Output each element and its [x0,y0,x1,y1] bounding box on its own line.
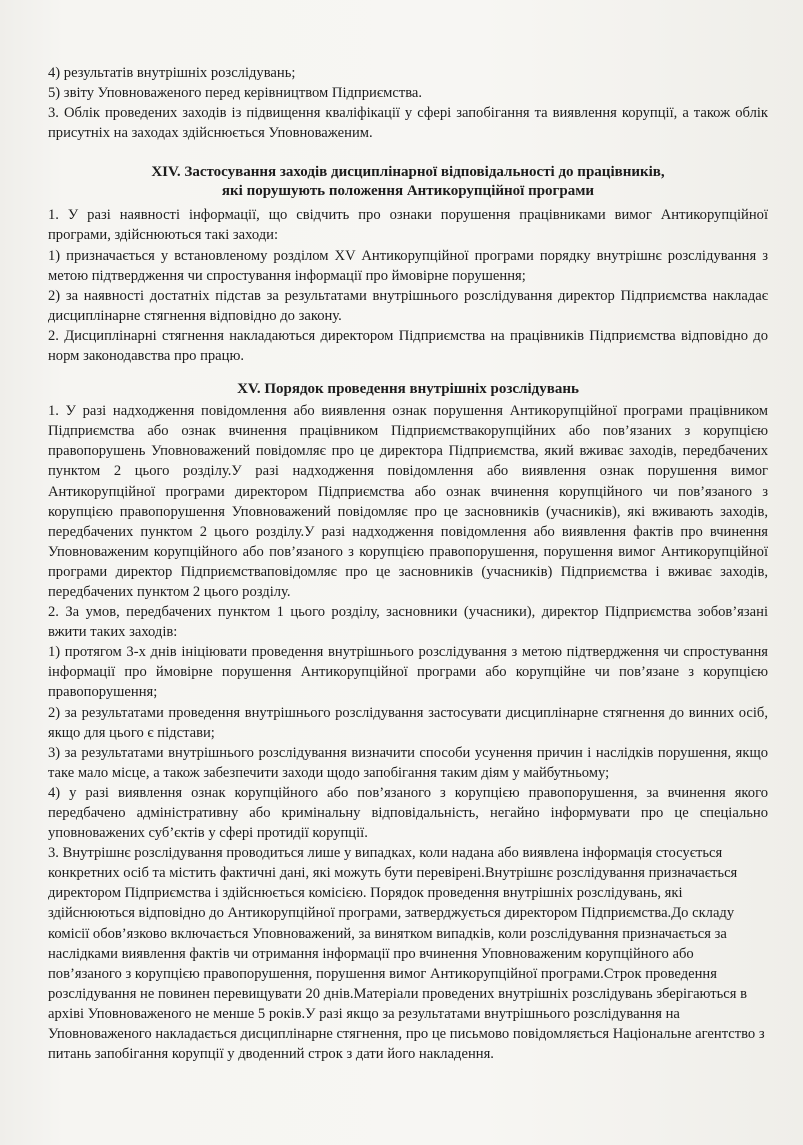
s15-paragraph-1: 1. У разі надходження повідомлення або виявлення ознак порушення Антикорупційної програми працівником Підприємства або ознак вчинення працівником Підприємствакорупційних або пов’язаних з корупцією правопорушень Уповноважений повідомляє про це директора Підприємства, який вживає заходів, передбачених пунктом 2 цього розділу.У разі надходження повідомлення або виявлення ознак порушення вимог Антикорупційної програми директором Підприємства або ознак вчинення корупційного чи пов’язаного з корупцією правопорушення Уповноважений повідомляє про це засновників (учасників), які вживають заходів, передбачених пунктом 2 цього розділу.У разі надходження повідомлення або виявлення фактів про вчинення Уповноваженим корупційного або пов’язаного з корупцією правопорушення, порушення вимог Антикорупційної програми директор Підприємстваповідомляє про це засновників (учасників) Підприємства і вживає заходів, передбачених пунктом 2 цього розділу. [48,403,768,600]
document-body [48,63,768,1064]
s15-paragraph-5: 3) за результатами внутрішнього розслідування визначити способи усунення причин і наслідків порушення, якщо таке мало місце, а також забезпечити заходи щодо запобігання таким діям у майбутньому; [48,744,768,781]
s15-paragraph-3: 1) протягом 3-х днів ініціювати проведення внутрішнього розслідування з метою підтвердження чи спростування інформації про ймовірне порушення Антикорупційної програми або корупційне чи пов’язане з корупцією правопорушення; [48,644,768,701]
section-14-heading [48,163,768,201]
s15-paragraph-2: 2. За умов, передбачених пунктом 1 цього розділу, засновники (учасники), директор Підприємства зобов’язані вжити таких заходів: [48,604,768,641]
section-14-title-line-2: які порушують положення Антикорупційної програми [221,183,595,200]
s15-paragraph-4: 2) за результатами проведення внутрішнього розслідування застосувати дисциплінарне стягнення до винних осіб, якщо для цього є підстави; [48,704,768,741]
s14-paragraph-4: 2. Дисциплінарні стягнення накладаються директором Підприємства на працівників Підприємства відповідно до норм законодавства про працю. [48,327,768,365]
section-14-title-line-1: XIV. Застосування заходів дисциплінарної відповідальності до працівників, [151,164,665,181]
s15-paragraph-7: 3. Внутрішнє розслідування проводиться лише у випадках, коли надана або виявлена інформація стосується конкретних осіб та містить фактичні дані, які можуть бути перевірені.Внутрішнє розслідування призначається директором Підприємства і здійснюється комісією. Порядок проведення внутрішніх розслідувань, які здійснюються відповідно до Антикорупційної програми, затверджується директором Підприємства.До складу комісії обов’язково включається Уповноважений, за винятком випадків, коли розслідування призначається за наслідками виявлення фактів чи отримання інформації про вчинення Уповноваженим корупційного або пов’язаного з корупцією правопорушення, порушення вимог Антикорупційної програми.Строк проведення розслідування не повинен перевищувати 20 днів.Матеріали проведених внутрішніх розслідувань зберігаються в архіві Уповноваженого не менше 5 років.У разі якщо за результатами внутрішнього розслідування на Уповноваженого накладається дисциплінарне стягнення, про це письмово повідомляється Національне агентство з питань запобігання корупції у дводенний строк з дати його накладення. [48,845,765,1063]
s15-paragraph-6: 4) у разі виявлення ознак корупційного або пов’язаного з корупцією правопорушення, за вчинення якого передбачено адміністративну або кримінальну відповідальність, негайно інформувати про це спеціально уповноважених суб’єктів у сфері протидії корупції. [48,784,768,842]
s14-paragraph-2: 1) призначається у встановленому розділом XV Антикорупційної програми порядку внутрішнє розслідування з метою підтвердження чи спростування інформації про ймовірне порушення; [48,247,768,284]
section-15-heading: XV. Порядок проведення внутрішніх розслідувань [237,381,579,398]
intro-line-2: 5) звіту Уповноваженого перед керівництвом Підприємства. [48,85,423,102]
intro-line-1: 4) результатів внутрішніх розслідувань; [48,65,296,81]
intro-paragraph-3: 3. Облік проведених заходів із підвищення кваліфікації у сфері запобігання та виявлення корупції, а також облік присутніх на заходах здійснюється Уповноваженим. [48,105,768,142]
s14-paragraph-3: 2) за наявності достатніх підстав за результатами внутрішнього розслідування директор Підприємства накладає дисциплінарне стягнення відповідно до закону. [48,287,768,324]
s14-paragraph-1: 1. У разі наявності інформації, що свідчить про ознаки порушення працівниками вимог Антикорупційної програми, здійснюються такі заходи: [48,207,768,244]
